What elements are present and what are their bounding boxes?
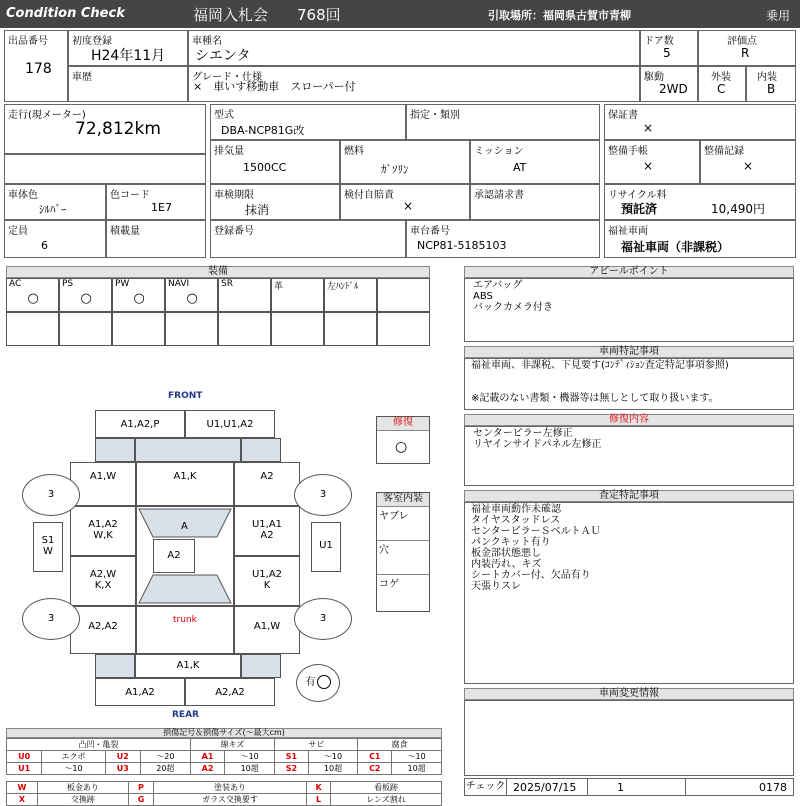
- score-cell: [698, 30, 796, 66]
- rear-bumper-left[interactable]: A1,A2: [95, 678, 185, 706]
- auction-count: 768回: [297, 6, 341, 24]
- legend-row1-8: C1: [358, 751, 392, 763]
- spare-tire-label: 有: [305, 677, 316, 688]
- color-label: 車体色: [8, 190, 38, 201]
- equipment-blank-1: [59, 312, 112, 346]
- left-rear-door[interactable]: A2,W K,X: [70, 556, 136, 606]
- equipment-blank-7: [377, 312, 430, 346]
- auction-name: 福岡入札会: [193, 6, 269, 24]
- exterior-cell: [698, 66, 746, 102]
- legend-row1-1: エクボ: [42, 751, 105, 763]
- equipment-mark-1: ○: [80, 291, 92, 306]
- footer-check: [464, 778, 794, 796]
- pickup-location: 引取場所：福岡県古賀市青柳: [488, 9, 631, 22]
- interior-tear: ヤブレ: [377, 507, 429, 541]
- mission-label: ミッション: [474, 146, 524, 157]
- equipment-mark-2: ○: [133, 291, 145, 306]
- legend-row2-0: U1: [7, 763, 42, 775]
- appraisal-box: [464, 502, 794, 684]
- exterior: C: [717, 82, 726, 96]
- chassis-label: 車台番号: [410, 226, 450, 237]
- legend-row1-6: S1: [275, 751, 309, 763]
- tire-left-front[interactable]: 3: [22, 474, 80, 516]
- interior-cell: [746, 66, 796, 102]
- designation-label: 指定・類別: [410, 110, 460, 121]
- exterior-label: 外装: [711, 72, 731, 83]
- legend-row1-0: U0: [7, 751, 42, 763]
- mileage-extra-cell: [4, 154, 206, 184]
- legend-row3-1: 板金あり: [37, 782, 128, 794]
- left-quarter[interactable]: A2,A2: [70, 606, 136, 654]
- legend-head-dent: 凸凹・亀裂: [7, 739, 191, 751]
- doors-label: ドア数: [644, 36, 674, 47]
- drive-cell: [640, 66, 698, 102]
- front-bumper-left[interactable]: A1,A2,P: [95, 410, 185, 438]
- load-label: 積載量: [110, 226, 140, 237]
- legend-row2-5: 10超: [225, 763, 275, 775]
- equipment-blank-5: [271, 312, 324, 346]
- legend-row3-4: K: [307, 782, 331, 794]
- trunk[interactable]: [136, 606, 234, 654]
- insurance: ×: [403, 199, 414, 213]
- legend-head-corrosion: 腐食: [358, 739, 442, 751]
- right-quarter[interactable]: A1,W: [234, 606, 300, 654]
- record: ×: [743, 159, 754, 173]
- repair-flag-mark: ○: [395, 439, 408, 455]
- record-cell: [700, 140, 796, 184]
- color-code: 1E7: [151, 201, 172, 214]
- tire-right-front[interactable]: 3: [294, 474, 352, 516]
- interior-hole: 穴: [377, 541, 429, 575]
- approval-cell: [470, 184, 600, 220]
- equipment-blank-4: [218, 312, 271, 346]
- front-bumper-right[interactable]: U1,U1,A2: [185, 410, 275, 438]
- equipment-label-2: PW: [115, 279, 130, 289]
- legend-row3-2: P: [129, 782, 154, 794]
- drive-label: 駆動: [644, 72, 664, 83]
- legend-row1-2: U2: [105, 751, 140, 763]
- interior-label: 内装: [757, 72, 777, 83]
- grade: × 車いす移動車 スローパー付: [193, 80, 356, 93]
- legend-row4-0: X: [7, 794, 38, 806]
- fuel-cell: [340, 140, 470, 184]
- equipment-label-0: AC: [9, 279, 22, 289]
- type-cell: [210, 104, 406, 140]
- equipment-label-4: SR: [221, 279, 233, 289]
- history-label: 車歴: [72, 72, 92, 83]
- manual-label: 整備手帳: [608, 146, 648, 157]
- capacity: 6: [41, 239, 48, 252]
- right-front-fender[interactable]: A2: [234, 462, 300, 506]
- equipment-col-4: [218, 278, 271, 312]
- displacement: 1500CC: [243, 161, 287, 174]
- left-front-door[interactable]: A1,A2 W,K: [70, 506, 136, 556]
- damage-legend: [6, 728, 442, 806]
- insurance-cell: [340, 184, 470, 220]
- spare-tire[interactable]: [296, 664, 340, 702]
- interior-burn: コゲ: [379, 579, 399, 590]
- welfare-cell: [604, 220, 796, 258]
- repair-box: [464, 426, 794, 486]
- category: 乗用: [766, 9, 791, 23]
- front-label: FRONT: [168, 391, 203, 401]
- right-sill[interactable]: U1: [311, 522, 341, 572]
- legend-row2-9: 10超: [392, 763, 442, 775]
- doors-cell: [640, 30, 698, 66]
- legend-row2-4: A2: [190, 763, 225, 775]
- legend-row3-3: 塗装あり: [153, 782, 306, 794]
- designation-cell: [406, 104, 600, 140]
- windshield[interactable]: A: [181, 521, 188, 532]
- legend-row2-7: 10超: [308, 763, 358, 775]
- legend-row4-1: 交換跡: [37, 794, 128, 806]
- legend-table: [6, 738, 442, 775]
- recycle-cell: [604, 184, 796, 220]
- score: R: [741, 46, 750, 60]
- appeal-box: [464, 278, 794, 342]
- fuel-label: 燃料: [344, 146, 364, 157]
- legend-head-rust: サビ: [275, 739, 358, 751]
- appraisal-title: 査定特記事項: [464, 490, 794, 502]
- changes-title: 車両変更情報: [464, 688, 794, 700]
- equipment-table: [6, 278, 430, 346]
- equipment-blank-3: [165, 312, 218, 346]
- mission-cell: [470, 140, 600, 184]
- repair-flag-box: [376, 416, 430, 464]
- interior: B: [767, 82, 776, 96]
- rear-bumper-right[interactable]: A2,A2: [185, 678, 275, 706]
- model-name: シエンタ: [195, 48, 251, 64]
- appraisal-text: 福祉車両動作未確認 タイヤスタッドレス センターピラーＳベルトＡＵ パンクキット有り 板金部状態悪し 内装汚れ、キズ シートカバー付、欠品有り 天張りスレ: [471, 504, 601, 592]
- first-reg: H24年11月: [91, 48, 166, 64]
- interior-damage-box: [376, 492, 430, 612]
- repair-title: 修復内容: [464, 414, 794, 426]
- legend-row1-3: 〜20: [141, 751, 191, 763]
- equipment-col-1: [59, 278, 112, 312]
- capacity-cell: [4, 220, 106, 258]
- trunk-label: trunk: [173, 615, 197, 625]
- equipment-label-6: 左ﾊﾝﾄﾞﾙ: [327, 282, 359, 292]
- equipment-blank-2: [112, 312, 165, 346]
- interior-damage-title: 客室内装: [377, 493, 429, 507]
- legend-row4-4: L: [307, 794, 331, 806]
- manual-cell: [604, 140, 700, 184]
- insurance-label: 検付自賠責: [344, 190, 394, 201]
- score-label: 評価点: [727, 36, 757, 47]
- brand-title: Condition Check: [6, 6, 125, 21]
- load-cell: [106, 220, 206, 258]
- rear-right-corner: [241, 654, 281, 678]
- welfare-label: 福祉車両: [608, 226, 648, 237]
- doors: 5: [663, 46, 671, 60]
- equipment-blank-6: [324, 312, 377, 346]
- check-num: 1: [617, 781, 624, 794]
- equipment-col-3: [165, 278, 218, 312]
- warranty-label: 保証書: [608, 110, 638, 121]
- cabin: [136, 506, 234, 606]
- type: DBA-NCP81G改: [221, 124, 305, 137]
- color: ｼﾙﾊﾞｰ: [39, 203, 67, 216]
- legend-row2-2: U3: [105, 763, 140, 775]
- equipment-blank-0: [6, 312, 59, 346]
- lot-number: 178: [25, 61, 52, 77]
- legend-head-scratch: 線キズ: [190, 739, 274, 751]
- displacement-label: 排気量: [214, 146, 244, 157]
- equipment-mark-0: ○: [27, 291, 39, 306]
- equipment-title: 装備: [6, 266, 430, 278]
- inspection: 抹消: [245, 203, 270, 217]
- chassis-cell: [406, 220, 600, 258]
- mileage-label: 走行(現メーター): [8, 110, 86, 121]
- capacity-label: 定員: [8, 226, 28, 237]
- tire-left-rear[interactable]: 3: [22, 598, 80, 640]
- legend-row1-5: 〜10: [225, 751, 275, 763]
- equipment-col-5: [271, 278, 324, 312]
- equipment-label-3: NAVI: [168, 279, 190, 289]
- check-code: 0178: [759, 781, 787, 794]
- fuel: ｶﾞｿﾘﾝ: [381, 163, 409, 176]
- recycle-label: リサイクル料: [608, 190, 667, 201]
- legend-row2-3: 20超: [141, 763, 191, 775]
- legend-row4-5: レンズ割れ: [331, 794, 442, 806]
- color-code-label: 色コード: [110, 190, 150, 201]
- color-cell: [4, 184, 106, 220]
- special-box: [464, 358, 794, 410]
- front-right-corner: [241, 438, 281, 462]
- roof[interactable]: A2: [153, 539, 195, 573]
- lot-cell: [4, 30, 68, 102]
- rear-label: REAR: [172, 710, 199, 720]
- tire-right-rear[interactable]: 3: [294, 598, 352, 640]
- front-left-corner: [95, 438, 135, 462]
- hood[interactable]: A1,K: [136, 462, 234, 506]
- legend-row4-2: G: [129, 794, 154, 806]
- legend-title: 損傷記号＆損傷サイズ(〜最大cm): [6, 728, 442, 738]
- chassis: NCP81-5185103: [417, 239, 507, 252]
- equipment-label-5: 革: [274, 282, 284, 292]
- legend-row2-6: S2: [275, 763, 309, 775]
- inspection-cell: [210, 184, 340, 220]
- right-rear-door[interactable]: U1,A2 K: [234, 556, 300, 606]
- first-reg-cell: [68, 30, 188, 66]
- record-label: 整備記録: [704, 146, 744, 157]
- header-bar: [0, 0, 800, 28]
- legend-row2-1: 〜10: [42, 763, 105, 775]
- front-grille-area: [135, 438, 241, 462]
- grade-label: グレード・仕様: [192, 72, 262, 83]
- legend-row1-4: A1: [190, 751, 225, 763]
- left-sill[interactable]: S1 W: [33, 522, 63, 572]
- spare-tire-icon: [317, 675, 331, 689]
- changes-box: [464, 700, 794, 776]
- equipment-col-2: [112, 278, 165, 312]
- check-date: 2025/07/15: [513, 781, 577, 794]
- legend-row1-7: 〜10: [308, 751, 358, 763]
- mileage: 72,812km: [75, 119, 161, 139]
- legend-row3-0: W: [7, 782, 38, 794]
- model-name-label: 車種名: [192, 36, 222, 47]
- equipment-col-7: [377, 278, 430, 312]
- mission: AT: [513, 161, 527, 174]
- color-code-cell: [106, 184, 206, 220]
- mileage-cell: [4, 104, 206, 154]
- type-label: 型式: [214, 110, 234, 121]
- equipment-mark-3: ○: [186, 291, 198, 306]
- inspection-label: 車検期限: [214, 190, 254, 201]
- left-front-fender[interactable]: A1,W: [70, 462, 136, 506]
- warranty-cell: [604, 104, 796, 140]
- displacement-cell: [210, 140, 340, 184]
- legend-row3-5: 看板跡: [331, 782, 442, 794]
- model-name-cell: [188, 30, 640, 66]
- special-title: 車両特記事項: [464, 346, 794, 358]
- check-label: チェック: [465, 779, 507, 795]
- repair-flag-title: 修復: [377, 417, 429, 431]
- right-front-door[interactable]: U1,A1 A2: [234, 506, 300, 556]
- equipment-col-0: [6, 278, 59, 312]
- grade-cell: [188, 66, 640, 102]
- warranty: ×: [643, 121, 654, 135]
- history-cell: [68, 66, 188, 102]
- equipment-label-1: PS: [62, 279, 74, 289]
- legend-row1-9: 〜10: [392, 751, 442, 763]
- rear-left-corner: [95, 654, 135, 678]
- legend-table-2: [6, 781, 442, 806]
- lot-label: 出品番号: [8, 36, 48, 47]
- legend-row2-8: C2: [358, 763, 392, 775]
- first-reg-label: 初度登録: [72, 36, 112, 47]
- appeal-title: アピールポイント: [464, 266, 794, 278]
- recycle-fee: 10,490円: [711, 202, 765, 216]
- reg-no-cell: [210, 220, 406, 258]
- manual: ×: [643, 159, 654, 173]
- special-text: 福祉車両、非課税、下見要す(ｺﾝﾃﾞｨｼｮﾝ査定特記事項参照) ※記載のない書類・機器等は無しとして取り扱います。: [471, 360, 729, 404]
- back-door[interactable]: A1,K: [135, 654, 241, 678]
- appeal-text: エアバッグ ABS バックカメラ付き: [473, 280, 553, 313]
- recycle-status: 預託済: [621, 202, 658, 216]
- equipment-col-6: [324, 278, 377, 312]
- repair-text: センターピラー左修正 リヤインサイドパネル左修正: [473, 428, 602, 450]
- legend-row4-3: ガラス交換要す: [153, 794, 306, 806]
- approval-label: 承認請求書: [474, 190, 524, 201]
- drive: 2WD: [659, 82, 688, 96]
- welfare: 福祉車両（非課税）: [621, 240, 730, 254]
- reg-no-label: 登録番号: [214, 226, 254, 237]
